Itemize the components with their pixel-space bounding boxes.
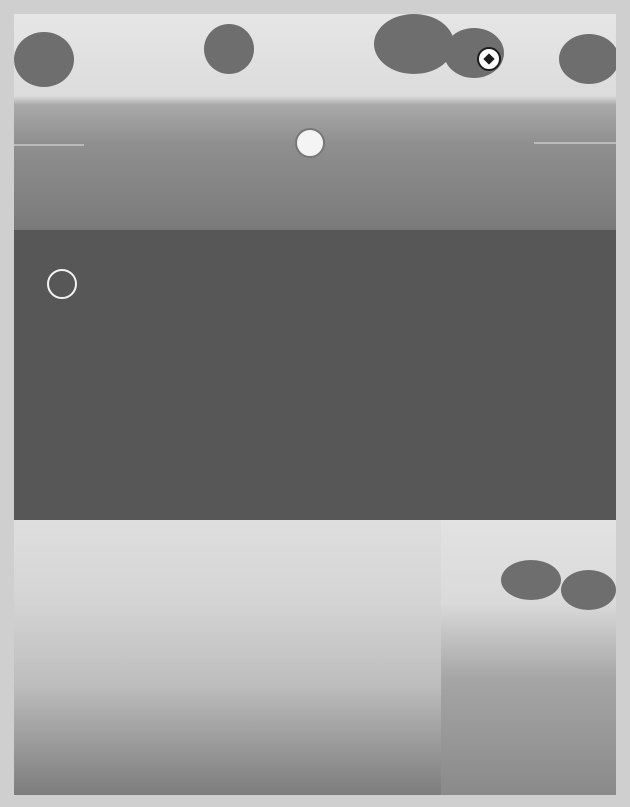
tree [14, 32, 74, 87]
field-line [14, 144, 84, 146]
article-body [47, 268, 603, 518]
tree [374, 14, 454, 74]
soccer-ball-icon [477, 47, 501, 71]
field-line [534, 142, 616, 144]
store-banner [14, 520, 441, 560]
two-players-photo [441, 520, 616, 795]
drop-cap [47, 269, 77, 299]
tree [204, 24, 254, 74]
soccer-ball [295, 128, 325, 158]
article-column-left [47, 268, 316, 299]
team-photo-bottom-left [14, 520, 441, 795]
tree [501, 560, 561, 600]
futbol-logo [476, 44, 582, 74]
tree [561, 570, 616, 610]
article-panel [14, 230, 616, 520]
